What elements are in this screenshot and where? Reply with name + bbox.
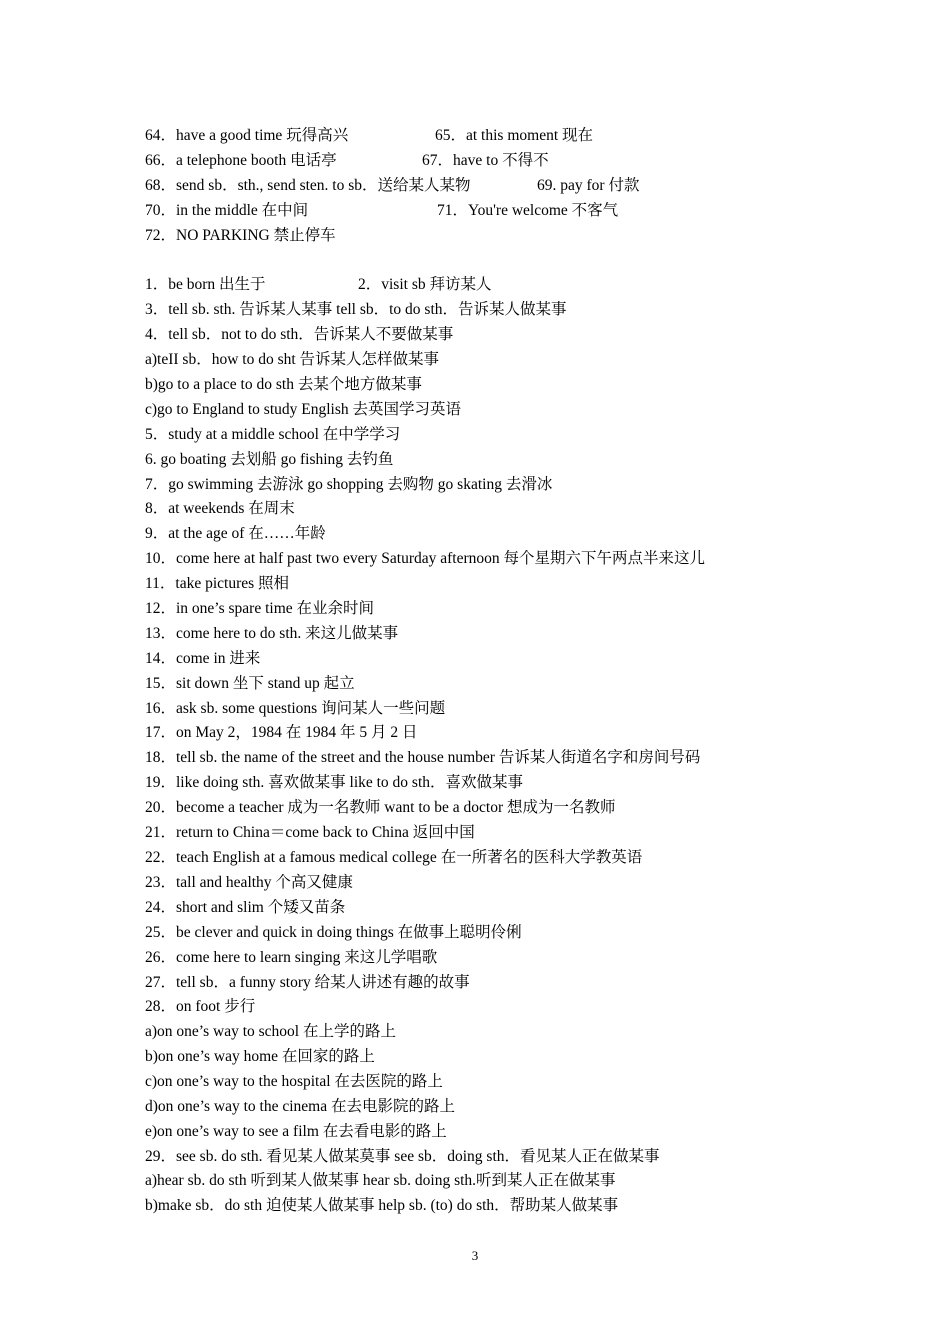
vocab-line bbox=[145, 822, 475, 844]
vocab-line bbox=[145, 548, 705, 570]
vocab-entry: 68．send sb．sth., send sten. to sb．送给某人某物 bbox=[145, 177, 471, 194]
vocab-entry: e)on one’s way to see a film 在去看电影的路上 bbox=[145, 1123, 447, 1140]
vocab-line bbox=[145, 1071, 443, 1093]
vocab-line bbox=[145, 996, 255, 1018]
vocab-entry: d)on one’s way to the cinema 在去电影院的路上 bbox=[145, 1098, 455, 1115]
vocab-entry: c)on one’s way to the hospital 在去医院的路上 bbox=[145, 1073, 443, 1090]
vocab-line bbox=[145, 722, 418, 744]
vocab-line bbox=[145, 847, 642, 869]
vocab-line bbox=[145, 498, 295, 520]
vocab-line bbox=[145, 474, 552, 496]
vocab-entry: a)teII sb．how to do sht 告诉某人怎样做某事 bbox=[145, 351, 440, 368]
vocab-entry: 7．go swimming 去游泳 go shopping 去购物 go skating 去滑冰 bbox=[145, 476, 553, 493]
vocab-line bbox=[145, 947, 437, 969]
vocab-line bbox=[145, 922, 522, 944]
vocab-line bbox=[145, 299, 567, 321]
vocab-entry: 22．teach English at a famous medical college 在一所著名的医科大学教英语 bbox=[145, 849, 643, 866]
vocab-entry: 1．be born 出生于 bbox=[145, 276, 266, 293]
vocab-line bbox=[145, 872, 353, 894]
vocab-entry: 28．on foot 步行 bbox=[145, 998, 256, 1015]
vocab-entry: 11．take pictures 照相 bbox=[145, 575, 290, 592]
vocab-entry: 16．ask sb. some questions 询问某人一些问题 bbox=[145, 700, 446, 717]
vocab-entry: b)make sb．do sth 迫使某人做某事 help sb. (to) do sth．帮助某人做某事 bbox=[145, 1197, 619, 1214]
vocab-line bbox=[145, 424, 400, 446]
vocab-entry: 70．in the middle 在中间 bbox=[145, 202, 309, 219]
vocab-entry: 14．come in 进来 bbox=[145, 650, 261, 667]
vocab-line bbox=[145, 747, 700, 769]
vocab-entry: 15．sit down 坐下 stand up 起立 bbox=[145, 675, 355, 692]
vocab-entry: 8．at weekends 在周末 bbox=[145, 500, 295, 517]
vocab-line bbox=[145, 125, 594, 147]
vocab-line bbox=[145, 200, 619, 222]
vocab-line bbox=[145, 623, 398, 645]
vocab-entry: 18．tell sb. the name of the street and the house number 告诉某人街道名字和房间号码 bbox=[145, 749, 701, 766]
vocab-entry: 19．like doing sth. 喜欢做某事 like to do sth．喜欢做某事 bbox=[145, 774, 524, 791]
vocab-line bbox=[145, 1046, 375, 1068]
vocab-line bbox=[145, 374, 422, 396]
vocab-line bbox=[145, 797, 615, 819]
vocab-entry-second: 69. pay for 付款 bbox=[537, 177, 640, 194]
vocab-entry: 17．on May 2，1984 在 1984 年 5 月 2 日 bbox=[145, 724, 418, 741]
vocab-entry: b)go to a place to do sth 去某个地方做某事 bbox=[145, 376, 422, 393]
vocab-entry: 25．be clever and quick in doing things 在做事上聪明伶俐 bbox=[145, 924, 522, 941]
vocab-entry: 64．have a good time 玩得高兴 bbox=[145, 127, 349, 144]
vocab-entry-second: 2．visit sb 拜访某人 bbox=[358, 276, 492, 293]
vocab-entry: 29．see sb. do sth. 看见某人做某莫事 see sb．doing sth．看见某人正在做某事 bbox=[145, 1148, 660, 1165]
vocab-line bbox=[145, 897, 345, 919]
vocab-line bbox=[145, 1146, 660, 1168]
vocab-line bbox=[145, 673, 355, 695]
vocab-line bbox=[145, 1096, 455, 1118]
vocab-line bbox=[145, 274, 492, 296]
vocab-line bbox=[145, 523, 326, 545]
vocab-entry: a)hear sb. do sth 听到某人做某事 hear sb. doing sth.听到某人正在做某事 bbox=[145, 1172, 616, 1189]
vocab-entry: 26．come here to learn singing 来这儿学唱歌 bbox=[145, 949, 438, 966]
vocab-line bbox=[145, 399, 461, 421]
vocab-line bbox=[145, 175, 640, 197]
vocab-entry: 24．short and slim 个矮又苗条 bbox=[145, 899, 346, 916]
vocab-line bbox=[145, 598, 374, 620]
vocab-entry-second: 71．You're welcome 不客气 bbox=[437, 202, 619, 219]
vocab-entry: 5．study at a middle school 在中学学习 bbox=[145, 426, 401, 443]
vocab-line bbox=[145, 573, 289, 595]
vocab-entry: 13．come here to do sth. 来这儿做某事 bbox=[145, 625, 399, 642]
vocab-entry: 10．come here at half past two every Saturday afternoon 每个星期六下午两点半来这儿 bbox=[145, 550, 706, 567]
vocab-entry: 9．at the age of 在……年龄 bbox=[145, 525, 326, 542]
vocab-line bbox=[145, 225, 336, 247]
vocab-line bbox=[145, 648, 260, 670]
vocab-entry: 72．NO PARKING 禁止停车 bbox=[145, 227, 336, 244]
vocab-entry: 27．tell sb．a funny story 给某人讲述有趣的故事 bbox=[145, 974, 470, 991]
vocab-entry: 66．a telephone booth 电话亭 bbox=[145, 152, 337, 169]
vocab-line bbox=[145, 1021, 396, 1043]
vocab-entry: 20．become a teacher 成为一名教师 want to be a doctor 想成为一名教师 bbox=[145, 799, 616, 816]
vocab-line bbox=[145, 698, 445, 720]
vocab-line bbox=[145, 1170, 616, 1192]
vocab-entry-second: 65．at this moment 现在 bbox=[435, 127, 594, 144]
vocab-line bbox=[145, 324, 453, 346]
vocab-entry: 4．tell sb．not to do sth．告诉某人不要做某事 bbox=[145, 326, 454, 343]
page-number: 3 bbox=[471, 1248, 479, 1263]
vocab-entry: c)go to England to study English 去英国学习英语 bbox=[145, 401, 462, 418]
vocab-entry: 3．tell sb. sth. 告诉某人某事 tell sb．to do sth．告诉某人做某事 bbox=[145, 301, 567, 318]
vocab-entry: 12．in one’s spare time 在业余时间 bbox=[145, 600, 375, 617]
vocab-entry: a)on one’s way to school 在上学的路上 bbox=[145, 1023, 396, 1040]
vocab-entry: 23．tall and healthy 个高又健康 bbox=[145, 874, 353, 891]
vocab-entry-second: 67．have to 不得不 bbox=[422, 152, 549, 169]
vocab-line bbox=[145, 150, 549, 172]
vocab-line bbox=[145, 972, 470, 994]
vocab-line bbox=[145, 772, 523, 794]
vocab-line bbox=[145, 349, 439, 371]
vocab-line bbox=[145, 449, 393, 471]
vocab-line bbox=[145, 1195, 618, 1217]
vocab-entry: b)on one’s way home 在回家的路上 bbox=[145, 1048, 375, 1065]
vocab-line bbox=[145, 1121, 447, 1143]
vocab-entry: 21．return to China＝come back to China 返回中国 bbox=[145, 824, 475, 841]
vocab-entry: 6. go boating 去划船 go fishing 去钓鱼 bbox=[145, 451, 394, 468]
